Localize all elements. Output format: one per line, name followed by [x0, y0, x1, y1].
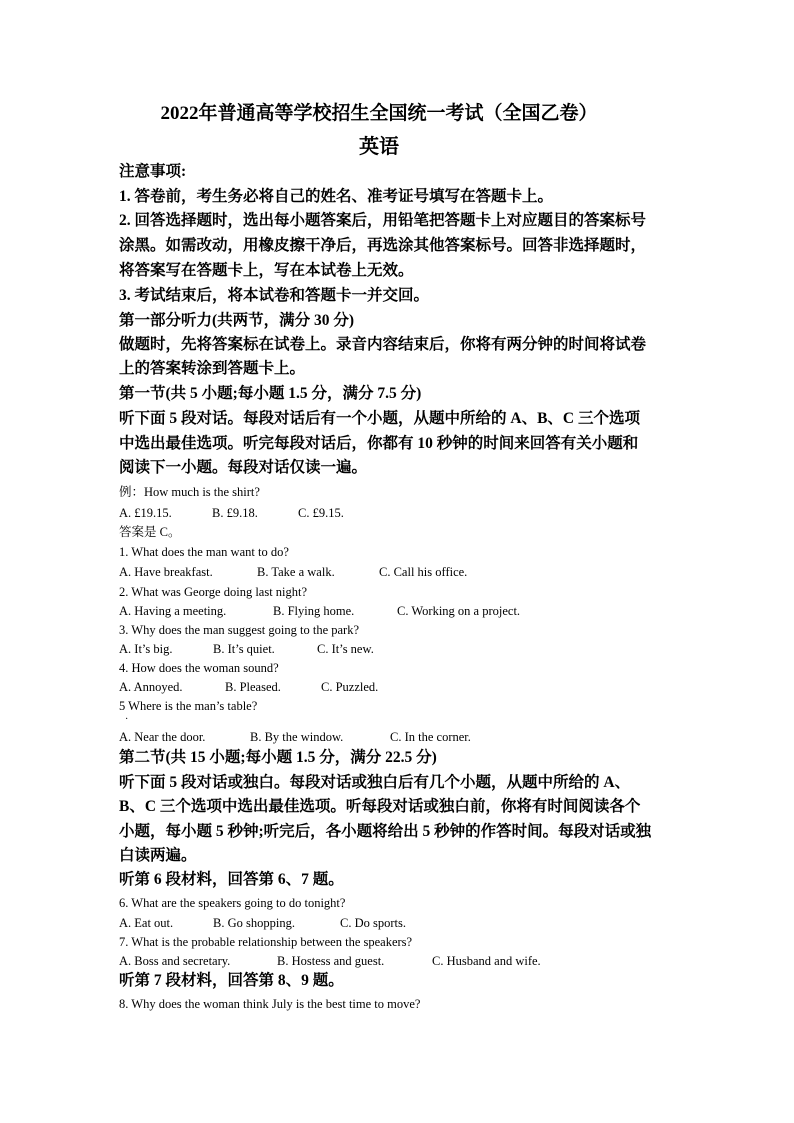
question-5-option-a: A. Near the door. — [119, 730, 206, 744]
question-3-options — [119, 641, 374, 657]
section2-instruction-line-2: B、C 三个选项中选出最佳选项。听每段对话或独白前，你将有时间阅读各个 — [119, 798, 641, 815]
question-2-option-a: A. Having a meeting. — [119, 604, 227, 618]
part1-intro-line-1: 做题时，先将答案标在试卷上。录音内容结束后，你将有两分钟的时间将试卷 — [119, 336, 647, 353]
question-4-option-b: B. Pleased. — [225, 680, 281, 694]
section1-instruction-line-2: 中选出最佳选项。听完每段对话后，你都有 10 秒钟的时间来回答有关小题和 — [119, 435, 639, 452]
material-6-heading: 听第 6 段材料，回答第 6、7 题。 — [119, 871, 344, 888]
question-7-options — [119, 953, 541, 969]
question-2-options — [119, 603, 520, 619]
section2-heading: 第二节(共 15 小题;每小题 1.5 分，满分 22.5 分) — [119, 749, 437, 766]
example-option-a: A. £19.15. — [119, 506, 172, 520]
example-option-c: C. £9.15. — [298, 506, 344, 520]
question-5: 5 Where is the man’s table? — [119, 699, 258, 713]
question-3-option-c: C. It’s new. — [317, 642, 374, 656]
question-2: 2. What was George doing last night? — [119, 585, 308, 599]
section1-instruction-line-3: 阅读下一小题。每段对话仅读一遍。 — [119, 459, 368, 476]
question-1-option-b: B. Take a walk. — [257, 565, 335, 579]
section1-heading: 第一节(共 5 小题;每小题 1.5 分，满分 7.5 分) — [119, 385, 422, 402]
material-7-heading: 听第 7 段材料，回答第 8、9 题。 — [119, 972, 344, 989]
notice-heading: 注意事项: — [119, 163, 187, 180]
question-5-options — [119, 729, 471, 745]
exam-title: 2022年普通高等学校招生全国统一考试（全国乙卷） — [160, 103, 598, 124]
question-6: 6. What are the speakers going to do tonight? — [119, 896, 346, 910]
question-4-options — [119, 679, 378, 695]
notice-item-3: 3. 考试结束后，将本试卷和答题卡一并交回。 — [119, 287, 430, 304]
notice-item-2-line-2: 涂黑。如需改动，用橡皮擦干净后，再选涂其他答案标号。回答非选择题时， — [119, 237, 647, 254]
section2-instruction-line-1: 听下面 5 段对话或独白。每段对话或独白后有几个小题，从题中所给的 A、 — [119, 774, 631, 791]
question-6-option-a: A. Eat out. — [119, 916, 174, 930]
question-7: 7. What is the probable relationship between the speakers? — [119, 935, 413, 949]
question-3-option-a: A. It’s big. — [119, 642, 173, 656]
section1-instruction-line-1: 听下面 5 段对话。每段对话后有一个小题，从题中所给的 A、B、C 三个选项 — [119, 410, 640, 427]
question-3-option-b: B. It’s quiet. — [213, 642, 275, 656]
question-5-option-b: B. By the window. — [250, 730, 344, 744]
question-3: 3. Why does the man suggest going to the park? — [119, 623, 360, 637]
question-1: 1. What does the man want to do? — [119, 545, 289, 559]
question-7-option-c: C. Husband and wife. — [432, 954, 541, 968]
question-5-option-c: C. In the corner. — [390, 730, 471, 744]
question-6-option-b: B. Go shopping. — [213, 916, 295, 930]
notice-item-1: 1. 答卷前，考生务必将自己的姓名、准考证号填写在答题卡上。 — [119, 188, 554, 205]
example-question: 例：How much is the shirt? — [119, 485, 260, 499]
stray-dot-mark: · — [125, 714, 129, 725]
example-answer: 答案是 C。 — [119, 525, 181, 539]
question-2-option-c: C. Working on a project. — [397, 604, 521, 618]
question-1-option-a: A. Have breakfast. — [119, 565, 213, 579]
question-7-option-a: A. Boss and secretary. — [119, 954, 231, 968]
question-4-option-c: C. Puzzled. — [321, 680, 379, 694]
example-options — [119, 505, 344, 521]
notice-item-2-line-3: 将答案写在答题卡上，写在本试卷上无效。 — [119, 262, 414, 279]
question-4-option-a: A. Annoyed. — [119, 680, 183, 694]
part1-heading: 第一部分听力(共两节，满分 30 分) — [119, 312, 355, 329]
section2-instruction-line-3: 小题，每小题 5 秒钟;听完后，各小题将给出 5 秒钟的作答时间。每段对话或独 — [119, 823, 652, 840]
section2-instruction-line-4: 白读两遍。 — [119, 847, 197, 864]
question-1-option-c: C. Call his office. — [379, 565, 468, 579]
example-option-b: B. £9.18. — [212, 506, 258, 520]
question-8: 8. Why does the woman think July is the best time to move? — [119, 997, 421, 1011]
question-6-option-c: C. Do sports. — [340, 916, 406, 930]
question-2-option-b: B. Flying home. — [273, 604, 355, 618]
question-1-options — [119, 564, 467, 580]
question-4: 4. How does the woman sound? — [119, 661, 279, 675]
question-7-option-b: B. Hostess and guest. — [277, 954, 385, 968]
part1-intro-line-2: 上的答案转涂到答题卡上。 — [119, 360, 306, 377]
subject-title: 英语 — [359, 136, 399, 158]
question-6-options — [119, 915, 406, 931]
notice-item-2-line-1: 2. 回答选择题时，选出每小题答案后，用铅笔把答题卡上对应题目的答案标号 — [119, 212, 647, 229]
